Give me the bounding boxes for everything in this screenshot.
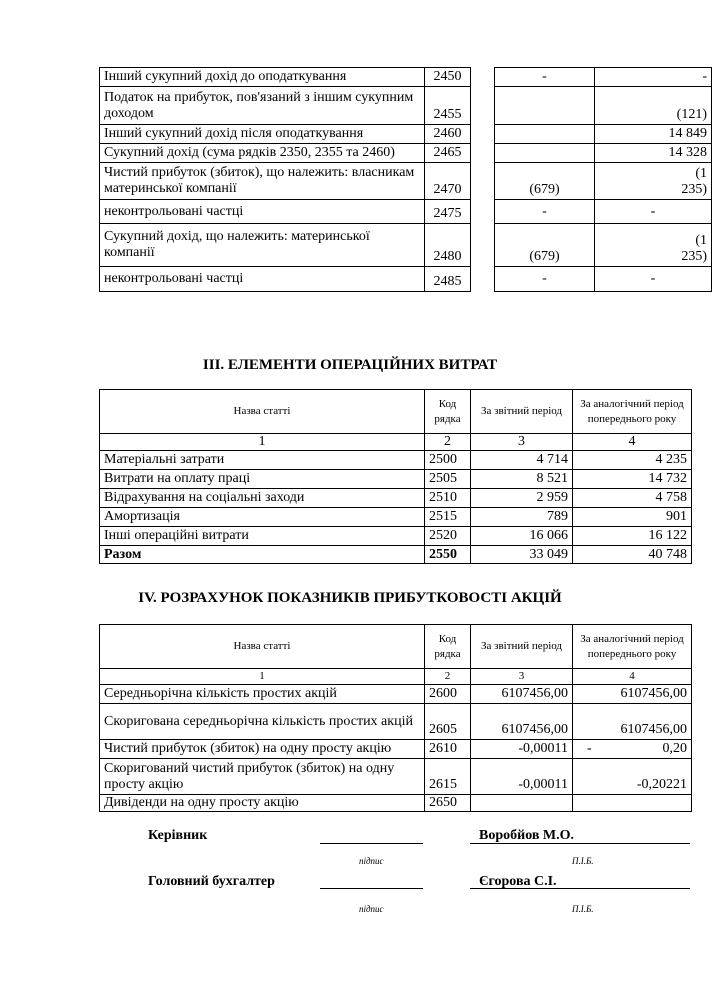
row-name: Матеріальні затрати (100, 451, 425, 470)
row-code: 2500 (425, 451, 471, 470)
row-name: Інший сукупний дохід до оподаткування (100, 68, 425, 87)
header-code: Код рядка (425, 390, 471, 434)
row-previous: - (595, 267, 712, 292)
table-row (100, 87, 712, 125)
row-current: 16 066 (471, 527, 573, 546)
table-row (100, 527, 692, 546)
row-previous: 14 849 (595, 125, 712, 144)
signature-caption: підпис (359, 904, 384, 914)
row-code: 2605 (425, 704, 471, 740)
row-code: 2510 (425, 489, 471, 508)
row-previous: (121) (595, 87, 712, 125)
row-code: 2515 (425, 508, 471, 527)
row-code: 2470 (425, 163, 471, 200)
row-name: Сукупний дохід, що належить: материнської компанії (100, 224, 425, 267)
row-code: 2505 (425, 470, 471, 489)
row-previous: 14 328 (595, 144, 712, 163)
row-code: 2475 (425, 200, 471, 224)
row-current: 789 (471, 508, 573, 527)
row-current (495, 125, 595, 144)
column-number: 4 (573, 669, 692, 685)
header-name: Назва статті (100, 390, 425, 434)
table-number-row (100, 434, 692, 451)
row-code: 2520 (425, 527, 471, 546)
row-current: - (495, 267, 595, 292)
row-current: -0,00011 (471, 759, 573, 795)
row-previous: 901 (573, 508, 692, 527)
row-previous: 6107456,00 (573, 685, 692, 704)
table-row (100, 685, 692, 704)
total-current: 33 049 (471, 546, 573, 564)
row-name: неконтрольовані частці (100, 267, 425, 292)
row-previous: 4 235 (573, 451, 692, 470)
row-current: - (495, 200, 595, 224)
row-current: 8 521 (471, 470, 573, 489)
row-previous: (1 235) (595, 224, 712, 267)
header-previous: За аналогічний період попереднього року (573, 390, 692, 434)
row-code: 2480 (425, 224, 471, 267)
name-caption: П.І.Б. (572, 904, 594, 914)
row-current: -0,00011 (471, 740, 573, 759)
row-previous: 16 122 (573, 527, 692, 546)
row-name: Податок на прибуток, пов'язаний з іншим сукупним доходом (100, 87, 425, 125)
table-row (100, 144, 712, 163)
row-name: Скоригований чистий прибуток (збиток) на одну просту акцію (100, 759, 425, 795)
accountant-label: Головний бухгалтер (148, 874, 275, 889)
row-previous: - (595, 68, 712, 87)
row-previous (573, 795, 692, 812)
row-current (471, 795, 573, 812)
total-code: 2550 (425, 546, 471, 564)
table-row (100, 68, 712, 87)
row-name: Амортизація (100, 508, 425, 527)
row-name: Сукупний дохід (сума рядків 2350, 2355 та 2460) (100, 144, 425, 163)
total-previous: 40 748 (573, 546, 692, 564)
row-name: Чистий прибуток (збиток) на одну просту акцію (100, 740, 425, 759)
column-number: 2 (425, 669, 471, 685)
column-number: 1 (100, 669, 425, 685)
accountant-signature-line (320, 888, 423, 889)
header-code: Код рядка (425, 625, 471, 669)
column-number: 2 (425, 434, 471, 451)
column-number: 3 (471, 434, 573, 451)
accountant-name: Єгорова С.І. (479, 874, 557, 889)
table-row (100, 795, 692, 812)
row-name: Інші операційні витрати (100, 527, 425, 546)
row-code: 2485 (425, 267, 471, 292)
table-header-row (100, 390, 692, 434)
row-name: неконтрольовані частці (100, 200, 425, 224)
row-current: 2 959 (471, 489, 573, 508)
table-row (100, 267, 712, 292)
table-header-row (100, 625, 692, 669)
table-row (100, 759, 692, 795)
table-row (100, 470, 692, 489)
head-signature-line (320, 843, 423, 844)
row-previous (573, 740, 692, 759)
table-total-row (100, 546, 692, 564)
column-number: 3 (471, 669, 573, 685)
row-previous: -0,20221 (573, 759, 692, 795)
row-code: 2465 (425, 144, 471, 163)
row-name: Середньорічна кількість простих акцій (100, 685, 425, 704)
header-previous: За аналогічний період попереднього року (573, 625, 692, 669)
header-name: Назва статті (100, 625, 425, 669)
section4-table (99, 624, 692, 812)
row-name: Дивіденди на одну просту акцію (100, 795, 425, 812)
head-name-line (470, 843, 690, 844)
head-name: Воробйов М.О. (479, 828, 575, 843)
row-previous: 6107456,00 (573, 704, 692, 740)
section3-title: III. ЕЛЕМЕНТИ ОПЕРАЦІЙНИХ ВИТРАТ (202, 357, 498, 373)
row-name: Витрати на оплату праці (100, 470, 425, 489)
section3-table (99, 389, 692, 564)
row-code: 2460 (425, 125, 471, 144)
row-code: 2650 (425, 795, 471, 812)
row-name: Чистий прибуток (збиток), що належить: власникам материнської компанії (100, 163, 425, 200)
row-code: 2615 (425, 759, 471, 795)
row-name: Інший сукупний дохід після оподаткування (100, 125, 425, 144)
row-current (495, 144, 595, 163)
accountant-name-line (470, 888, 690, 889)
table-row (100, 163, 712, 200)
row-previous: - (595, 200, 712, 224)
head-label: Керівник (148, 828, 208, 843)
row-current: 6107456,00 (471, 704, 573, 740)
table-row (100, 489, 692, 508)
row-code: 2455 (425, 87, 471, 125)
row-code: 2450 (425, 68, 471, 87)
header-current: За звітний період (471, 390, 573, 434)
row-name: Відрахування на соціальні заходи (100, 489, 425, 508)
table-row (100, 508, 692, 527)
row-code: 2610 (425, 740, 471, 759)
table-row (100, 451, 692, 470)
table-number-row (100, 669, 692, 685)
row-current: 4 714 (471, 451, 573, 470)
top-table (99, 67, 712, 292)
previous-value: 0,20 (662, 741, 687, 756)
table-row (100, 704, 692, 740)
row-previous: 4 758 (573, 489, 692, 508)
table-row (100, 125, 712, 144)
header-current: За звітний період (471, 625, 573, 669)
row-current: (679) (495, 163, 595, 200)
row-current: 6107456,00 (471, 685, 573, 704)
row-name: Скоригована середньорічна кількість простих акцій (100, 704, 425, 740)
name-caption: П.І.Б. (572, 856, 594, 866)
row-previous: 14 732 (573, 470, 692, 489)
column-number: 4 (573, 434, 692, 451)
row-current: - (495, 68, 595, 87)
table-row (100, 200, 712, 224)
total-name: Разом (100, 546, 425, 564)
row-code: 2600 (425, 685, 471, 704)
section4-title: IV. РОЗРАХУНОК ПОКАЗНИКІВ ПРИБУТКОВОСТІ АКЦІЙ (138, 590, 562, 606)
previous-sign: - (587, 741, 592, 756)
row-previous: (1 235) (595, 163, 712, 200)
column-number: 1 (100, 434, 425, 451)
signature-caption: підпис (359, 856, 384, 866)
row-current (495, 87, 595, 125)
table-row (100, 740, 692, 759)
table-row (100, 224, 712, 267)
row-current: (679) (495, 224, 595, 267)
